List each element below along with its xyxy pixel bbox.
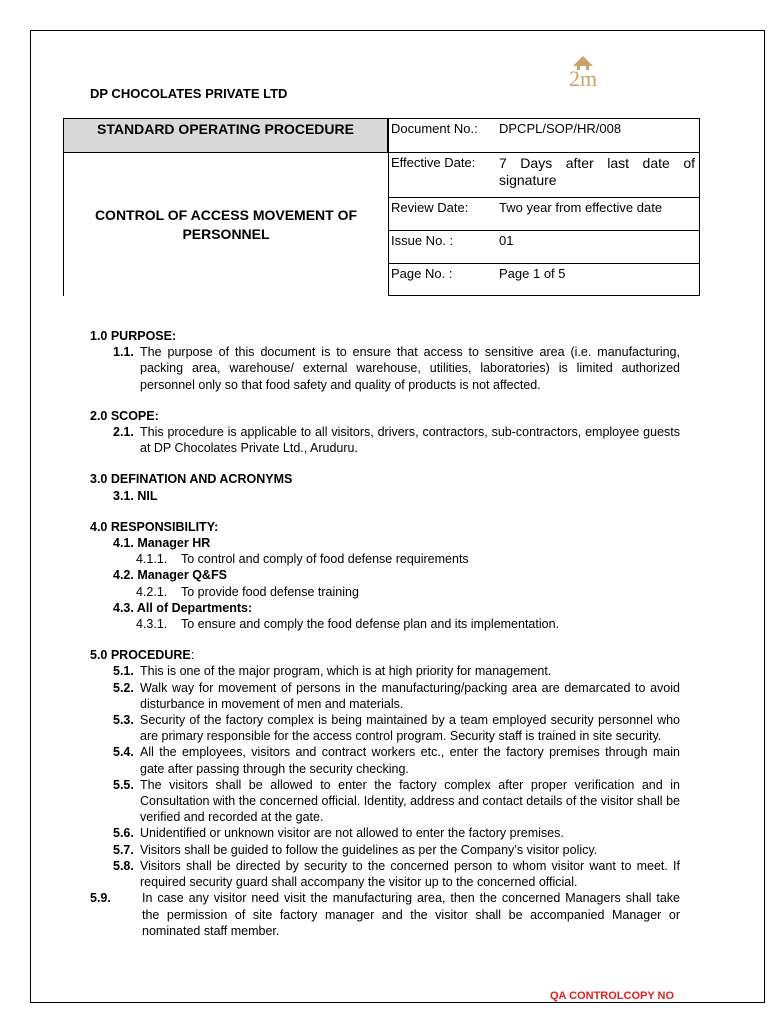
- item-text: The visitors shall be allowed to enter the factory complex after proper verification and in Consultation with the concerned official. Identity, address and contact details of the visitor shall be verified and recorded at the gate.: [140, 777, 680, 825]
- subsection-title: 4.1. Manager HR: [113, 536, 211, 551]
- company-name: DP CHOCOLATES PRIVATE LTD: [90, 86, 288, 101]
- meta-label: Review Date:: [391, 200, 469, 215]
- logo-text: 2m: [568, 66, 598, 91]
- list-item: [90, 663, 680, 679]
- item-text: In case any visitor need visit the manufacturing area, then the concerned Managers shall take the permission of site factory manager and the visitor shall be accompanied Manager or nominated staff member.: [142, 891, 680, 938]
- meta-row-issue-no: [389, 231, 699, 264]
- item-text: All the employees, visitors and contract workers etc., enter the factory premises through main gate after passing through the security checking.: [140, 745, 680, 776]
- item-number: 5.6.: [113, 826, 134, 841]
- subsection-title: 4.3. All of Departments:: [113, 600, 253, 615]
- section-heading-procedure: 5.0 PROCEDURE:: [90, 648, 195, 663]
- list-item: [90, 616, 680, 632]
- meta-label: Document No.:: [391, 121, 478, 136]
- list-item: [90, 858, 680, 890]
- list-item: [90, 842, 680, 858]
- meta-value: Two year from effective date: [499, 200, 663, 215]
- section-heading-definitions: 3.0 DEFINATION AND ACRONYMS: [90, 472, 293, 487]
- item-text: Unidentified or unknown visitor are not allowed to enter the factory premises.: [140, 826, 564, 841]
- meta-value: DPCPL/SOP/HR/008: [499, 121, 622, 136]
- meta-row-document-no: [389, 119, 699, 153]
- item-number: 5.8.: [113, 858, 134, 873]
- list-item: [90, 825, 680, 841]
- item-number: 5.1.: [113, 664, 134, 679]
- item-text: The purpose of this document is to ensure that access to sensitive area (i.e. manufacturing, packing area, warehouse/ external warehouse, utilities, laboratories) is limited authorized personnel only so that food safety and quality of products is not affected.: [140, 345, 680, 392]
- item-number: 1.1.: [113, 345, 134, 360]
- item-number: 5.7.: [113, 842, 134, 857]
- item-text: Walk way for movement of persons in the manufacturing/packing area are demarcated to avoid disturbance in movement of men and materials.: [140, 680, 680, 711]
- item-text: This procedure is applicable to all visitors, drivers, contractors, sub-contractors, employee guests at DP Chocolates Private Ltd., Aruduru.: [140, 425, 680, 456]
- list-item: [90, 712, 680, 744]
- section-heading-scope: 2.0 SCOPE:: [90, 408, 159, 423]
- list-item: [90, 344, 680, 393]
- item-text: Security of the factory complex is being maintained by a team employed security personnel who are primary responsible for the access control program. Security staff is trained in site security.: [140, 713, 680, 744]
- list-item: [90, 584, 680, 600]
- company-logo: [553, 52, 613, 94]
- list-item: [90, 551, 680, 567]
- document-body: [90, 328, 680, 939]
- document-header-table: [63, 118, 700, 296]
- item-number: 5.4.: [113, 745, 134, 760]
- item-number: 5.9.: [90, 891, 111, 906]
- meta-label: Page No. :: [391, 266, 453, 281]
- list-item: [90, 744, 680, 776]
- control-copy-label: QA CONTROLCOPY NO: [550, 990, 675, 1002]
- meta-row-effective-date: [389, 153, 699, 198]
- item-number: 4.1.1.: [136, 552, 168, 567]
- item-text: This is one of the major program, which is at high priority for management.: [140, 664, 552, 679]
- item-text: Visitors shall be directed by security to the concerned person to whom visitor want to meet. If required security guard shall accompany the visitor up to the concerned official.: [140, 858, 680, 890]
- document-meta: [388, 118, 700, 296]
- list-item: 3.1. NIL: [113, 488, 158, 503]
- item-text: To ensure and comply the food defense plan and its implementation.: [181, 617, 560, 632]
- meta-label: Effective Date:: [391, 155, 476, 170]
- item-text: To provide food defense training: [181, 584, 359, 599]
- list-item: [90, 424, 680, 456]
- document-title: CONTROL OF ACCESS MOVEMENT OF PERSONNEL: [63, 153, 388, 296]
- item-number: 4.2.1.: [136, 584, 168, 599]
- meta-label: Issue No. :: [391, 233, 454, 248]
- section-heading-responsibility: 4.0 RESPONSIBILITY:: [90, 519, 219, 534]
- list-item: [90, 777, 680, 826]
- item-number: 5.5.: [113, 777, 134, 792]
- meta-row-page-no: [389, 264, 699, 297]
- meta-value: 7 Days after last date of signature: [499, 155, 695, 188]
- item-number: 5.3.: [113, 713, 134, 728]
- list-item: [90, 680, 680, 712]
- item-number: 2.1.: [113, 425, 134, 440]
- list-item: [90, 890, 680, 939]
- meta-value: Page 1 of 5: [499, 266, 566, 281]
- subsection-title: 4.2. Manager Q&FS: [113, 568, 227, 583]
- meta-value: 01: [499, 233, 514, 248]
- item-number: 5.2.: [113, 680, 134, 695]
- sop-label: STANDARD OPERATING PROCEDURE: [63, 118, 388, 153]
- meta-row-review-date: [389, 198, 699, 231]
- item-text: To control and comply of food defense requirements: [181, 552, 469, 567]
- item-text: Visitors shall be guided to follow the guidelines as per the Company’s visitor policy.: [140, 842, 598, 857]
- item-number: 4.3.1.: [136, 617, 168, 632]
- section-heading-purpose: 1.0 PURPOSE:: [90, 329, 177, 343]
